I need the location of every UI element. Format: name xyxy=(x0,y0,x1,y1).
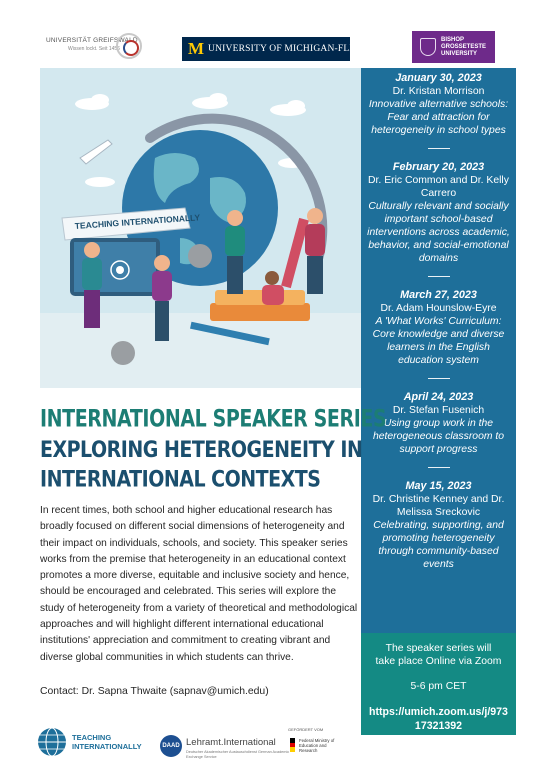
event-topic: Celebrating, supporting, and promoting heterogeneity through community-based events xyxy=(373,520,504,570)
event-date: May 15, 2023 xyxy=(405,480,472,492)
daad-logo: DAAD xyxy=(160,735,182,757)
lehramt-international-name: Lehramt.International xyxy=(186,737,276,748)
zoom-link[interactable]: https://umich.zoom.us/j/97317321392 xyxy=(369,706,508,732)
event-speaker: Dr. Adam Hounslow-Eyre xyxy=(380,303,497,314)
event-date: April 24, 2023 xyxy=(403,391,474,403)
zoom-intro: The speaker series will take place Online via Zoom xyxy=(375,643,502,667)
event-speaker: Dr. Stefan Fusenich xyxy=(392,405,485,416)
german-flag-icon xyxy=(290,738,295,752)
event-speaker: Dr. Eric Common and Dr. Kelly Carrero xyxy=(368,175,509,199)
event-item xyxy=(361,289,516,367)
contact-line: Contact: Dr. Sapna Thwaite (sapnav@umich.edu) xyxy=(40,686,269,697)
bmbf-funded-by: GEFÖRDERT VOM xyxy=(288,727,324,732)
ti-logo-line: INTERNATIONALLY xyxy=(72,742,142,751)
bishop-crest-icon xyxy=(420,38,436,56)
event-date: February 20, 2023 xyxy=(392,161,485,173)
event-topic: Using group work in the heterogeneous classroom to support progress xyxy=(372,418,505,455)
event-divider xyxy=(428,467,450,468)
bishop-name-line: BISHOP xyxy=(441,37,465,43)
bishop-name xyxy=(441,37,486,58)
greifswald-tagline: Wissen lockt. Seit 1456 xyxy=(68,46,120,52)
teaching-illustration xyxy=(40,68,361,388)
globe-icon xyxy=(37,727,67,757)
bishop-name-line: GROSSETESTE xyxy=(441,44,487,50)
series-title: INTERNATIONAL SPEAKER SERIES xyxy=(40,405,387,433)
event-topic: A 'What Works' Curriculum: Core knowledge and diverse learners in the English education system xyxy=(372,316,505,366)
event-divider xyxy=(428,148,450,149)
greifswald-logo xyxy=(40,30,145,62)
event-date: January 30, 2023 xyxy=(395,72,482,84)
event-divider xyxy=(428,276,450,277)
illustration-banner-text: TEACHING INTERNATIONALLY xyxy=(74,212,201,231)
block-m-icon: M xyxy=(188,39,205,58)
bishop-name-line: UNIVERSITY xyxy=(441,51,478,57)
event-speaker: Dr. Christine Kenney and Dr. Melissa Sreckovic xyxy=(372,494,505,518)
zoom-info-box xyxy=(361,633,516,735)
event-item xyxy=(361,480,516,571)
bishop-grosseteste-logo xyxy=(412,31,495,63)
zoom-time: 5-6 pm CET xyxy=(410,681,467,692)
main-title: EXPLORING HETEROGENEITY IN INTERNATIONAL CONTEXTS xyxy=(40,437,363,493)
daad-subtitle: Deutscher Akademischer Austauschdienst German Academic Exchange Service xyxy=(186,750,290,759)
greifswald-seal-icon xyxy=(116,33,142,59)
event-speaker: Dr. Kristan Morrison xyxy=(392,86,485,97)
event-schedule xyxy=(361,68,516,633)
event-topic: Culturally relevant and socially important school-based interventions across academic, behavior, and social-emotional domains xyxy=(367,201,510,264)
series-description: In recent times, both school and higher educational research has broadly focused on different social dimensions of heterogeneity and their impact on individuals, schools, and society. This speaker series works from the premise that heterogeneity in an educational context promotes a more diverse, equitable and inclusive society and hence, should be encouraged and celebrated. This series will explore the study of heterogeneity from a variety of theoretical and methodological approaches and will highlight different international educational institutions' appreciation and commitment to creating vibrant and diverse global communities in which students can thrive. xyxy=(40,505,358,663)
event-divider xyxy=(428,378,450,379)
teaching-internationally-logo xyxy=(37,726,147,758)
bmbf-name: Federal Ministry of Education and Research xyxy=(299,738,335,753)
event-date: March 27, 2023 xyxy=(400,289,477,301)
ti-logo-text xyxy=(72,733,142,751)
event-item xyxy=(361,161,516,265)
ti-logo-line: TEACHING xyxy=(72,733,112,742)
greifswald-name: UNIVERSITÄT GREIFSWALD xyxy=(46,37,138,44)
umflint-name: UNIVERSITY OF MICHIGAN-FLINT xyxy=(208,44,366,54)
umich-flint-logo xyxy=(182,37,366,61)
event-item xyxy=(361,72,516,137)
event-topic: Innovative alternative schools: Fear and attraction for heterogeneity in school types xyxy=(368,99,509,136)
